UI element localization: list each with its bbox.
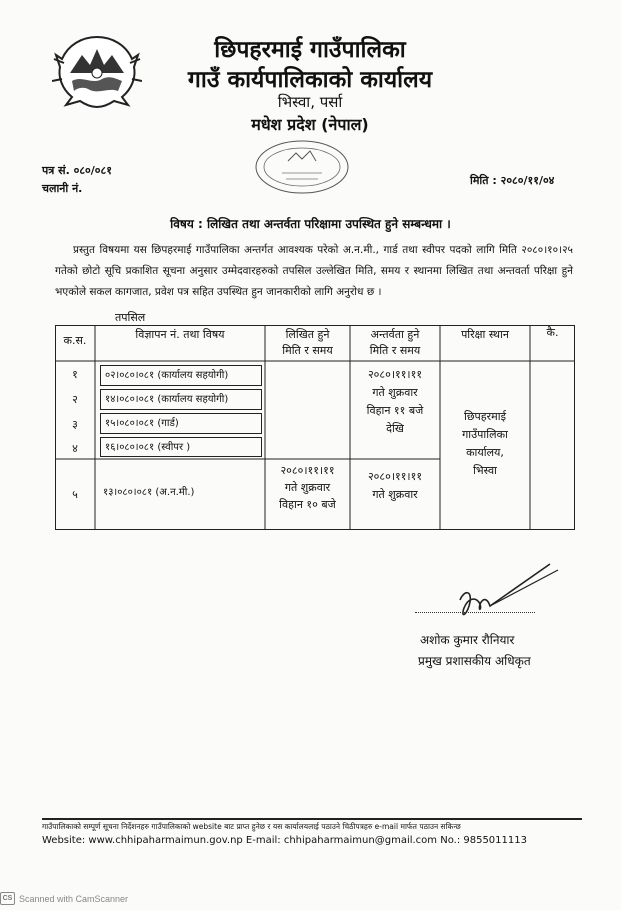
office-subtitle: गाउँ कार्यपालिकाको कार्यालय bbox=[187, 67, 433, 93]
row-advert: १६।०८०।०८१ (स्वीपर ) bbox=[100, 437, 262, 457]
col-header-remarks: कै. bbox=[546, 326, 559, 339]
written-day: गते शुक्रवार bbox=[284, 481, 331, 494]
footer-divider bbox=[42, 818, 582, 820]
col-header-advert: विज्ञापन नं. तथा विषय bbox=[135, 328, 225, 341]
schedule-table bbox=[55, 325, 575, 530]
written-date: २०८०।११।११ bbox=[280, 464, 335, 477]
signature-line bbox=[415, 612, 535, 613]
letter-ref-number: पत्र सं. ०८०/०८१ bbox=[42, 164, 112, 177]
letter-date: मिति : २०८०/११/०४ bbox=[470, 174, 555, 187]
row-sn: ५ bbox=[72, 488, 78, 501]
row-sn: ४ bbox=[72, 442, 78, 455]
written-time: विहान १० बजे bbox=[279, 498, 336, 511]
office-location: भिस्वा, पर्सा bbox=[277, 93, 343, 111]
office-province: मधेश प्रदेश (नेपाल) bbox=[251, 115, 369, 134]
col-header-interview-2: मिति र समय bbox=[369, 344, 421, 357]
interview-date: २०८०।११।११ bbox=[367, 368, 423, 381]
interview-date: २०८०।११।११ bbox=[367, 470, 423, 483]
row-sn: ३ bbox=[72, 418, 78, 431]
interview-time-suffix: देखि bbox=[386, 422, 404, 435]
signatory-name: अशोक कुमार रौनियार bbox=[420, 633, 515, 647]
signature-icon bbox=[450, 560, 570, 630]
venue-line: छिपहरमाई bbox=[464, 410, 506, 423]
col-header-written-2: मिति र समय bbox=[282, 344, 333, 357]
interview-day: गते शुक्रवार bbox=[372, 386, 418, 399]
letter-body bbox=[55, 240, 573, 303]
nepal-emblem-icon bbox=[52, 33, 142, 113]
office-name: छिपहरमाई गाउँपालिका bbox=[214, 37, 406, 63]
scanner-watermark bbox=[0, 892, 128, 905]
row-advert: १५।०८०।०८१ (गार्ड) bbox=[100, 413, 262, 434]
col-header-interview-1: अन्तर्वता हुने bbox=[370, 328, 420, 341]
dispatch-number: चलानी नं. bbox=[42, 182, 83, 195]
interview-day: गते शुक्रवार bbox=[372, 488, 418, 501]
office-stamp-icon bbox=[252, 137, 352, 197]
venue-line: गाउँपालिका bbox=[462, 428, 508, 441]
row-advert: ०२।०८०।०८१ (कार्यालय सहयोगी) bbox=[100, 365, 262, 386]
col-header-venue: परिक्षा स्थान bbox=[461, 328, 509, 341]
table-caption: तपसिल bbox=[115, 311, 146, 324]
letter-body-text: प्रस्तुत विषयमा यस छिपहरमाई गाउँपालिका अन्तर्गत आवश्यक परेको अ.न.मी., गार्ड तथा स्वीपर पदको लागि मिति २०८०।१०।२५ गतेको छोटो सूचि प्रकाशित सूचना अनुसार उम्मेदवारहरुको तपसिल उल्लेखित मिति, समय र स्थानमा लिखित तथा अन्तवर्ता परिक्षा हुने भएकोले सकल कागजात, प्रवेश पत्र सहित उपस्थित हुन जानकारीको लागि अनुरोध छ । bbox=[55, 244, 573, 298]
venue-line: भिस्वा bbox=[473, 464, 497, 477]
col-header-sn: क.स. bbox=[63, 334, 87, 347]
interview-time: विहान ११ बजे bbox=[366, 404, 424, 417]
row-sn: १ bbox=[72, 368, 78, 381]
camscanner-logo-icon: CS bbox=[0, 892, 15, 905]
footer-notice: गाउँपालिकाको सम्पूर्ण सूचना निर्देशनहरु गाउँपालिकाको website बाट प्राप्त हुनेछ र यस कार्यालयलाई पठाउने चिठीपत्रहरु e-mail मार्फत पठाउन सकिन्छ bbox=[42, 822, 461, 831]
row-sn: २ bbox=[72, 393, 78, 406]
signatory-title: प्रमुख प्रशासकीय अधिकृत bbox=[418, 654, 531, 668]
scanner-watermark-text: Scanned with CamScanner bbox=[19, 893, 129, 904]
row-advert: १४।०८०।०८१ (कार्यालय सहयोगी) bbox=[100, 389, 262, 410]
row-advert: १३।०८०।०८१ (अ.न.मी.) bbox=[103, 487, 195, 498]
letter-subject: विषय : लिखित तथा अन्तर्वता परिक्षामा उपस्थित हुने सम्बन्धमा । bbox=[170, 217, 451, 231]
venue-line: कार्यालय, bbox=[466, 446, 504, 459]
col-header-written-1: लिखित हुने bbox=[285, 328, 330, 341]
footer-contact: Website: www.chhipaharmaimun.gov.np E-mail: chhipaharmaimun@gmail.com No.: 9855011113 bbox=[42, 835, 527, 846]
